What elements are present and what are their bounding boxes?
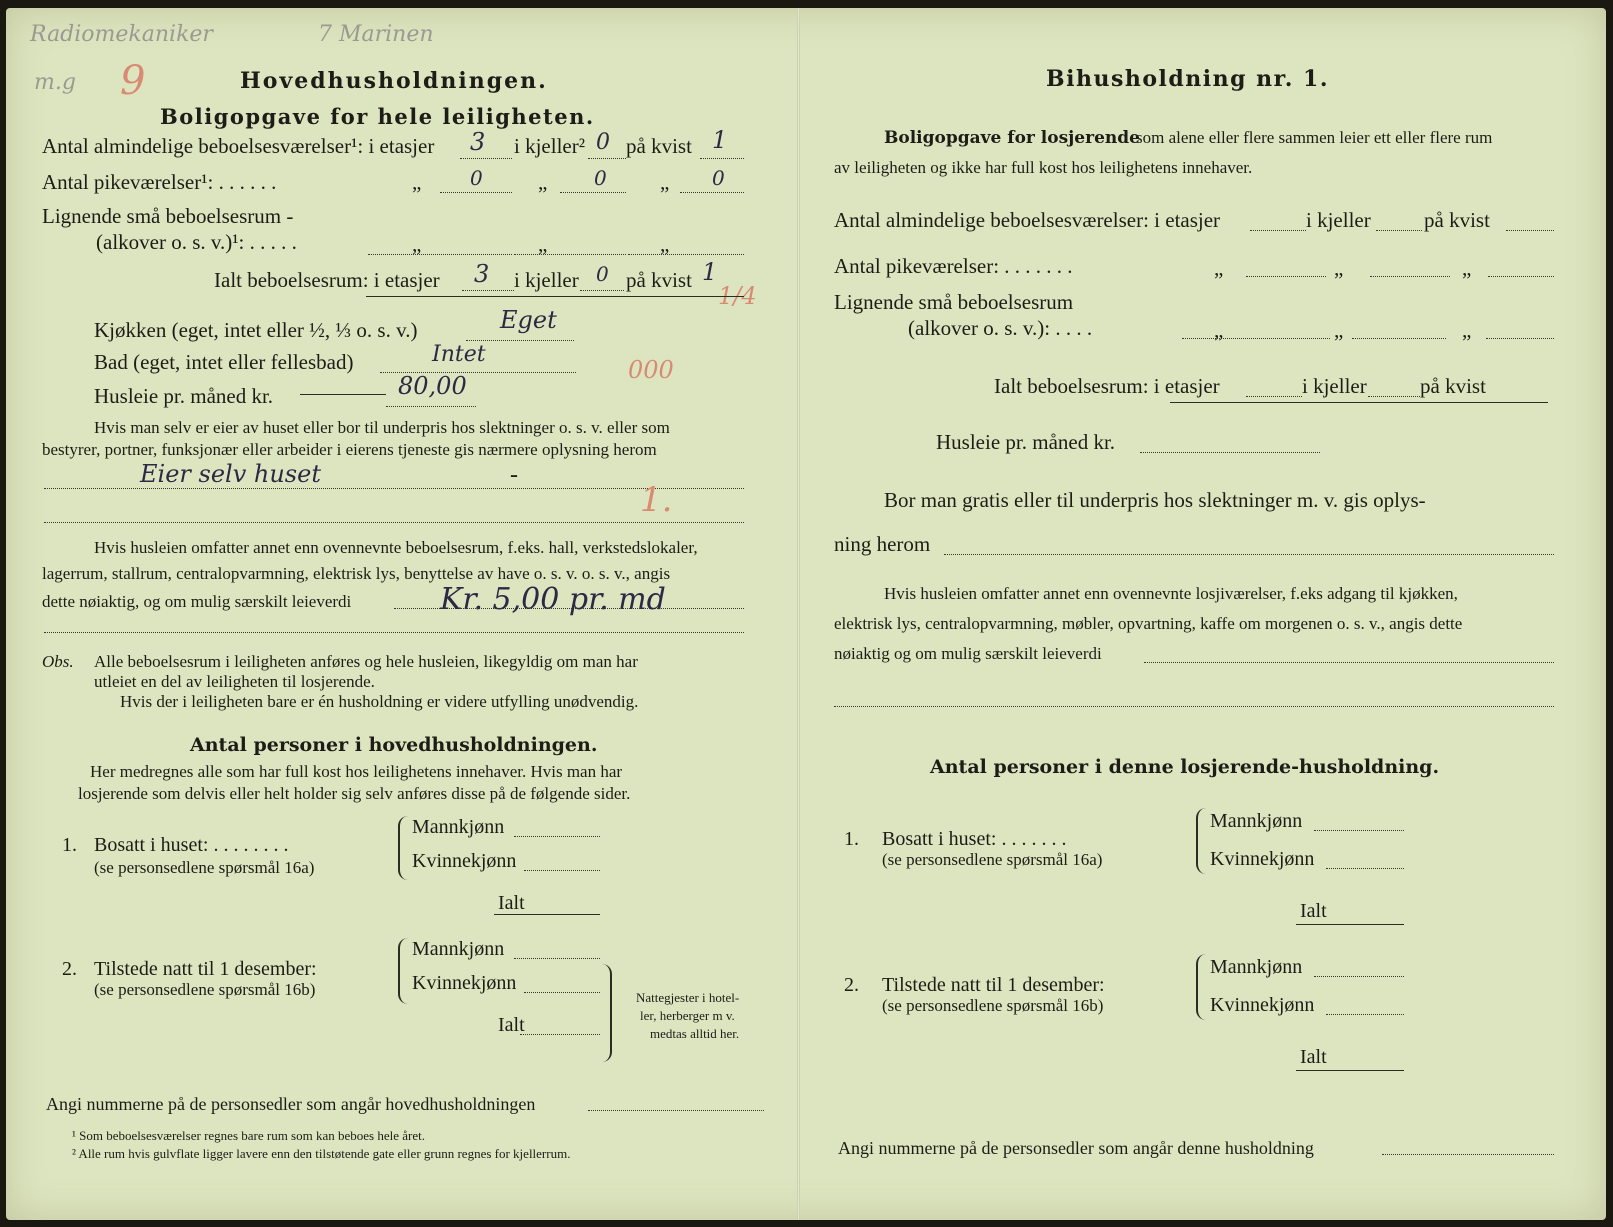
left-obs-label: Obs. — [42, 652, 74, 671]
left-row2-quote-2: „ — [538, 170, 548, 194]
left-angi-label: Angi nummerne på de personsedler som angår hovedhusholdningen — [46, 1094, 536, 1114]
occupation-handwriting: Radiomekaniker — [30, 22, 213, 47]
right-q1-brace — [1196, 808, 1206, 874]
left-footnote-2: ² Alle rum hvis gulvflate ligger lavere enn den tilstøtende gate eller grunn regnes for kjellerrum. — [72, 1146, 571, 1161]
left-row3-quote-1: „ — [412, 232, 422, 256]
marker-handwriting: m.g — [34, 70, 76, 95]
left-ialt-kvist-value: 1 — [702, 258, 718, 286]
left-ialt-etasjer-value: 3 — [474, 260, 490, 288]
right-husleie-line — [1140, 452, 1320, 453]
right-q2-number: 2. — [844, 974, 859, 996]
right-persons-title: Antal personer i denne losjerende-husholdning. — [930, 756, 1440, 778]
left-q1-ialt: Ialt — [498, 892, 525, 914]
right-q2-mann: Mannkjønn — [1210, 956, 1303, 978]
right-extra-line-2 — [834, 706, 1554, 707]
right-extra-text-2: elektrisk lys, centralopvarmning, møbler, opvartning, kaffe om morgenen o. s. v., angis dette — [834, 614, 1463, 633]
right-gratis-text-2: ning herom — [834, 532, 931, 556]
right-q2-brace — [1196, 954, 1206, 1020]
right-q1-mann: Mannkjønn — [1210, 810, 1303, 832]
left-row1-kvist-value: 1 — [712, 126, 728, 154]
right-intro-text-1: som alene eller flere sammen leier ett eller flere rum — [1136, 128, 1493, 147]
left-eier-line-2 — [44, 522, 744, 523]
right-row1-kjeller-label: i kjeller — [1306, 208, 1371, 232]
left-q2-label: Tilstede natt til 1 desember: — [94, 958, 317, 980]
right-row-pikevaerelser-label: Antal pikeværelser: . . . . . . . — [834, 254, 1073, 278]
right-intro-text-2: av leiligheten og ikke har full kost hos leilighetens innehaver. — [834, 158, 1253, 177]
right-extra-text-1: Hvis husleien omfatter annet enn ovennevnte losjiværelser, f.eks adgang til kjøkken, — [884, 584, 1458, 603]
left-q1-label: Bosatt i huset: . . . . . . . . — [94, 834, 289, 856]
right-q1-ialt: Ialt — [1300, 900, 1327, 922]
left-persons-text-2: losjerende som delvis eller helt holder sig selv anføres disse på de følgende sider. — [78, 784, 631, 803]
right-angi-label: Angi nummerne på de personsedler som angår denne husholdning — [838, 1138, 1314, 1158]
left-row1-kjeller-label: i kjeller² — [514, 134, 586, 158]
right-row2-quote-1: „ — [1214, 256, 1224, 280]
right-q1-mann-line — [1314, 830, 1404, 831]
right-title: Bihusholdning nr. 1. — [1046, 66, 1329, 92]
right-intro-bold: Boligopgave for losjerende — [884, 128, 1140, 148]
left-row1-kjeller-line — [588, 158, 626, 159]
left-row3-kjeller-line — [514, 254, 626, 255]
left-husleie-dash — [300, 394, 386, 395]
left-husleie-line — [386, 406, 476, 407]
left-row2-etasjer-line — [440, 192, 512, 193]
left-obs-text-3: Hvis der i leiligheten bare er én husholdning er videre utfylling unødvendig. — [120, 692, 639, 711]
left-row3-quote-2: „ — [538, 232, 548, 256]
right-row3-etasjer-line — [1182, 338, 1330, 339]
left-q2-ialt-line — [520, 1034, 600, 1035]
right-q2-label: Tilstede natt til 1 desember: — [882, 974, 1105, 996]
left-row2-kvist-value: 0 — [712, 166, 725, 190]
left-q2-brace — [398, 938, 408, 1004]
left-obs-text-1: Alle beboelsesrum i leiligheten anføres og hele husleien, likegyldig om man har — [94, 652, 638, 671]
left-q2-number: 2. — [62, 958, 77, 980]
left-row3-etasjer-line — [368, 254, 512, 255]
right-ialt-kvist-label: på kvist — [1420, 374, 1486, 398]
right-q1-label: Bosatt i huset: . . . . . . . — [882, 828, 1067, 850]
left-husleie-label: Husleie pr. måned kr. — [94, 384, 274, 408]
right-q2-ialt-line — [1296, 1070, 1404, 1071]
left-q1-mann: Mannkjønn — [412, 816, 505, 838]
right-row2-etasjer-line — [1246, 276, 1326, 277]
right-q2-kvinne-line — [1326, 1014, 1404, 1015]
street-handwriting: 7 Marinen — [318, 22, 434, 47]
right-husleie-label: Husleie pr. måned kr. — [936, 430, 1116, 454]
left-row2-kjeller-value: 0 — [594, 166, 607, 190]
left-extra-text-2: lagerrum, stallrum, centralopvarmning, elektrisk lys, benyttelse av have o. s. v. o. s. v., angis — [42, 564, 671, 583]
right-row1-kvist-line — [1506, 230, 1554, 231]
right-row3-kvist-line — [1486, 338, 1554, 339]
left-eier-text-1: Hvis man selv er eier av huset eller bor til underpris hos slektninger o. s. v. eller som — [94, 418, 670, 437]
left-extra-text-1: Hvis husleien omfatter annet enn ovennevnte beboelsesrum, f.eks. hall, verkstedslokaler, — [94, 538, 698, 557]
left-row2-quote-3: „ — [660, 170, 670, 194]
right-q2-mann-line — [1314, 976, 1404, 977]
left-eier-red-annotation: 1. — [640, 480, 673, 520]
right-row3-quote-2: „ — [1334, 318, 1344, 342]
right-extra-line-1 — [1144, 662, 1554, 663]
right-gratis-text-1: Bor man gratis eller til underpris hos slektninger m. v. gis oplys- — [884, 488, 1426, 512]
right-q1-kvinne-line — [1326, 868, 1404, 869]
left-subtitle: Boligopgave for hele leiligheten. — [160, 104, 595, 129]
left-row3-kvist-line — [628, 254, 744, 255]
right-angi-line — [1382, 1154, 1554, 1155]
right-q1-ialt-line — [1296, 924, 1404, 925]
left-q1-mann-line — [514, 836, 600, 837]
right-q1-sub: (se personsedlene spørsmål 16a) — [882, 850, 1103, 869]
left-kjokken-label: Kjøkken (eget, intet eller ½, ⅓ o. s. v.) — [94, 318, 418, 342]
left-kjokken-value: Eget — [500, 306, 557, 334]
left-angi-line — [588, 1110, 764, 1111]
left-q1-ialt-line — [494, 914, 600, 915]
left-row2-kvist-line — [680, 192, 744, 193]
left-extra-value: Kr. 5,00 pr. md — [440, 582, 666, 617]
left-ialt-kjeller-line — [580, 290, 624, 291]
left-ialt-etasjer-line — [462, 290, 514, 291]
left-obs-text-2: utleiet en del av leiligheten til losjerende. — [94, 672, 375, 691]
right-row2-quote-2: „ — [1334, 256, 1344, 280]
right-row3-kjeller-line — [1352, 338, 1446, 339]
left-row-pikevaerelser-label: Antal pikeværelser¹: . . . . . . — [42, 170, 277, 194]
right-q2-ialt: Ialt — [1300, 1046, 1327, 1068]
right-ialt-label: Ialt beboelsesrum: i etasjer — [994, 374, 1220, 398]
left-husleie-value: 80,00 — [398, 372, 467, 400]
left-q1-brace — [398, 816, 408, 880]
left-row-alkover-label: (alkover o. s. v.)¹: . . . . . — [96, 230, 297, 254]
right-row3-quote-3: „ — [1462, 318, 1472, 342]
left-bad-label: Bad (eget, intet eller fellesbad) — [94, 350, 354, 374]
page-fold — [797, 8, 800, 1220]
left-eier-text-2: bestyrer, portner, funksjonær eller arbeider i eierens tjeneste gis nærmere oplysning herom — [42, 440, 657, 459]
left-row1-etasjer-line — [460, 158, 512, 159]
left-extra-line-2 — [44, 632, 744, 633]
right-row-lignende-label: Lignende små beboelsesrum — [834, 290, 1074, 314]
right-row3-quote-1: „ — [1214, 318, 1224, 342]
left-row2-kjeller-line — [560, 192, 626, 193]
left-row2-etasjer-value: 0 — [470, 166, 483, 190]
left-footnote-1: ¹ Som beboelsesværelser regnes bare rum som kan beboes hele året. — [72, 1128, 425, 1143]
left-q1-kvinne-line — [524, 870, 600, 871]
right-q2-sub: (se personsedlene spørsmål 16b) — [882, 996, 1104, 1015]
left-q2-ialt: Ialt — [498, 1014, 525, 1036]
left-extra-text-3: dette nøiaktig, og om mulig særskilt leieverdi — [42, 592, 352, 611]
left-ialt-kvist-label: på kvist — [626, 268, 692, 292]
left-row-almindelige-label: Antal almindelige beboelsesværelser¹: i etasjer — [42, 134, 435, 158]
left-natt-text-1: Nattegjester i hotel- — [636, 990, 740, 1005]
left-q2-mann: Mannkjønn — [412, 938, 505, 960]
left-q2-kvinne-line — [524, 992, 600, 993]
left-title: Hovedhusholdningen. — [240, 68, 548, 94]
left-kjokken-line — [466, 340, 574, 341]
left-natt-text-3: medtas alltid her. — [650, 1026, 740, 1041]
right-q1-number: 1. — [844, 828, 859, 850]
left-bad-value: Intet — [432, 342, 486, 367]
left-ialt-kjeller-label: i kjeller — [514, 268, 579, 292]
left-ialt-label: Ialt beboelsesrum: i etasjer — [214, 268, 440, 292]
right-ialt-kjeller-label: i kjeller — [1302, 374, 1367, 398]
left-q2-mann-line — [514, 958, 600, 959]
left-ialt-underline — [366, 296, 744, 297]
left-ialt-red-annotation: 1/4 — [718, 282, 757, 310]
left-bad-red-annotation: 000 — [628, 356, 674, 384]
left-q2-sub: (se personsedlene spørsmål 16b) — [94, 980, 316, 999]
left-eier-dash: - — [510, 462, 518, 488]
left-row3-quote-3: „ — [660, 232, 670, 256]
right-ialt-underline — [1170, 402, 1548, 403]
right-ialt-etasjer-line — [1246, 396, 1302, 397]
right-row-almindelige-label: Antal almindelige beboelsesværelser: i etasjer — [834, 208, 1221, 232]
left-q1-sub: (se personsedlene spørsmål 16a) — [94, 858, 315, 877]
left-row1-kvist-line — [700, 158, 744, 159]
right-extra-text-3: nøiaktig og om mulig særskilt leieverdi — [834, 644, 1102, 663]
left-q1-kvinne: Kvinnekjønn — [412, 850, 517, 872]
left-row-lignende-label: Lignende små beboelsesrum - — [42, 204, 294, 228]
right-ialt-kjeller-line — [1368, 396, 1420, 397]
right-row1-etasjer-line — [1250, 230, 1306, 231]
right-q1-kvinne: Kvinnekjønn — [1210, 848, 1315, 870]
left-eier-line-1 — [44, 488, 744, 489]
right-row1-kvist-label: på kvist — [1424, 208, 1490, 232]
left-eier-value: Eier selv huset — [140, 460, 321, 488]
red-number-handwriting: 9 — [120, 58, 146, 104]
left-ialt-kjeller-value: 0 — [596, 262, 609, 286]
left-row1-etasjer-value: 3 — [470, 128, 486, 156]
left-row2-quote-1: „ — [412, 170, 422, 194]
right-row1-kjeller-line — [1376, 230, 1422, 231]
right-row2-quote-3: „ — [1462, 256, 1472, 280]
right-row2-kjeller-line — [1370, 276, 1450, 277]
right-q2-kvinne: Kvinnekjønn — [1210, 994, 1315, 1016]
left-persons-text-1: Her medregnes alle som har full kost hos leilighetens innehaver. Hvis man har — [90, 762, 623, 781]
left-row1-kjeller-value: 0 — [596, 130, 610, 155]
left-persons-title: Antal personer i hovedhusholdningen. — [190, 734, 598, 756]
left-row1-kvist-label: på kvist — [626, 134, 692, 158]
left-q1-number: 1. — [62, 834, 77, 856]
right-row-alkover-label: (alkover o. s. v.): . . . . — [908, 316, 1093, 340]
left-natt-brace — [602, 964, 612, 1062]
left-natt-text-2: ler, herberger m v. — [640, 1008, 735, 1023]
right-gratis-line — [944, 554, 1554, 555]
right-row2-kvist-line — [1488, 276, 1554, 277]
left-q2-kvinne: Kvinnekjønn — [412, 972, 517, 994]
